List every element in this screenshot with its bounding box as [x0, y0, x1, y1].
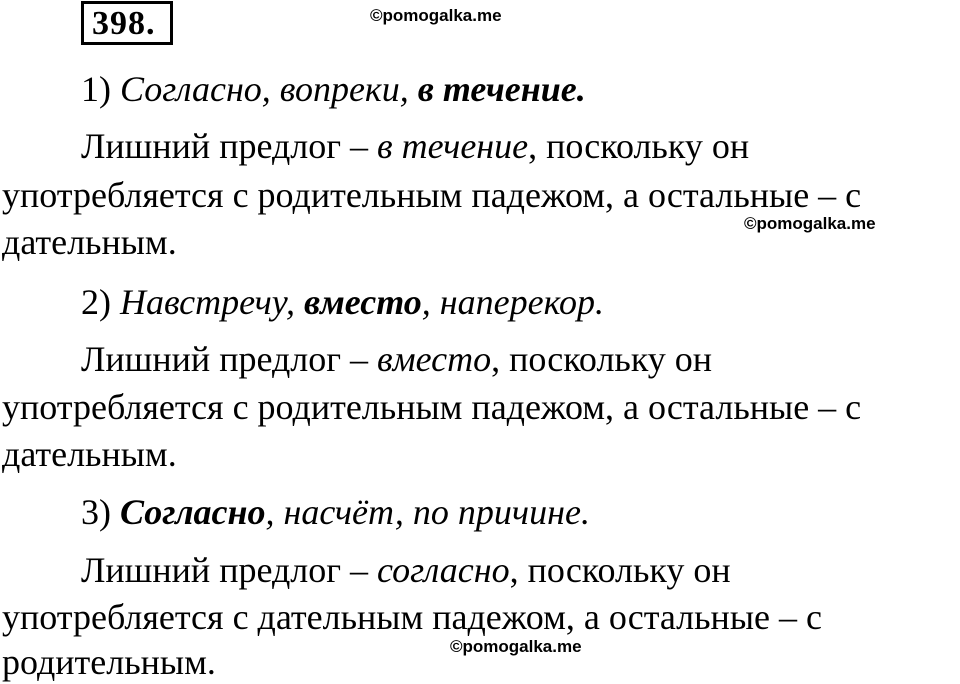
- item-1-explanation-line-3: дательным.: [2, 222, 177, 262]
- item-3-heading: [81, 490, 590, 534]
- item-3-extra-word: Согласно: [120, 492, 266, 532]
- item-1-word: Согласно, вопреки,: [120, 69, 418, 109]
- item-3-intro: Лишний предлог –: [81, 550, 378, 590]
- item-3-word-rest: , насчёт, по причине.: [265, 492, 590, 532]
- item-2-word-rest: , наперекор.: [421, 282, 605, 322]
- item-3-explanation-line-1: [81, 548, 731, 592]
- item-1-explanation-line-2: употребляется с родительным падежом, а остальные – с: [2, 175, 862, 215]
- item-2-explanation-line-2: употребляется с родительным падежом, а остальные – с: [2, 387, 862, 427]
- task-number-dot: .: [146, 5, 156, 42]
- item-1-period: .: [576, 69, 586, 109]
- item-2-preposition: вместо: [377, 339, 492, 379]
- item-1-heading: [81, 67, 586, 111]
- item-2-rest: , поскольку он: [491, 339, 713, 379]
- item-1-intro: Лишний предлог –: [81, 126, 378, 166]
- task-number: 398: [92, 5, 146, 42]
- item-1-number: 1): [81, 69, 111, 109]
- item-2-extra-word: вместо: [304, 282, 422, 322]
- item-1-extra-word: в течение: [417, 69, 577, 109]
- item-3-preposition: согласно: [377, 550, 510, 590]
- item-3-explanation-line-3: родительным.: [2, 642, 216, 682]
- item-2-heading: [81, 280, 604, 324]
- item-2-explanation-line-1: [81, 337, 712, 381]
- watermark: ©pomogalka.me: [370, 6, 502, 25]
- item-2-intro: Лишний предлог –: [81, 339, 378, 379]
- item-1-explanation-line-1: [81, 124, 749, 168]
- item-2-explanation-line-3: дательным.: [2, 434, 177, 474]
- item-1-rest: , поскольку он: [528, 126, 750, 166]
- item-2-word: Навстречу,: [120, 282, 304, 322]
- item-3-number: 3): [81, 492, 111, 532]
- item-3-explanation-line-2: употребляется с дательным падежом, а остальные – с: [2, 597, 822, 637]
- item-2-number: 2): [81, 282, 111, 322]
- item-3-rest: , поскольку он: [509, 550, 731, 590]
- item-1-preposition: в течение: [377, 126, 529, 166]
- watermark: ©pomogalka.me: [744, 214, 876, 233]
- task-number-box: [81, 1, 173, 45]
- watermark: ©pomogalka.me: [450, 637, 582, 656]
